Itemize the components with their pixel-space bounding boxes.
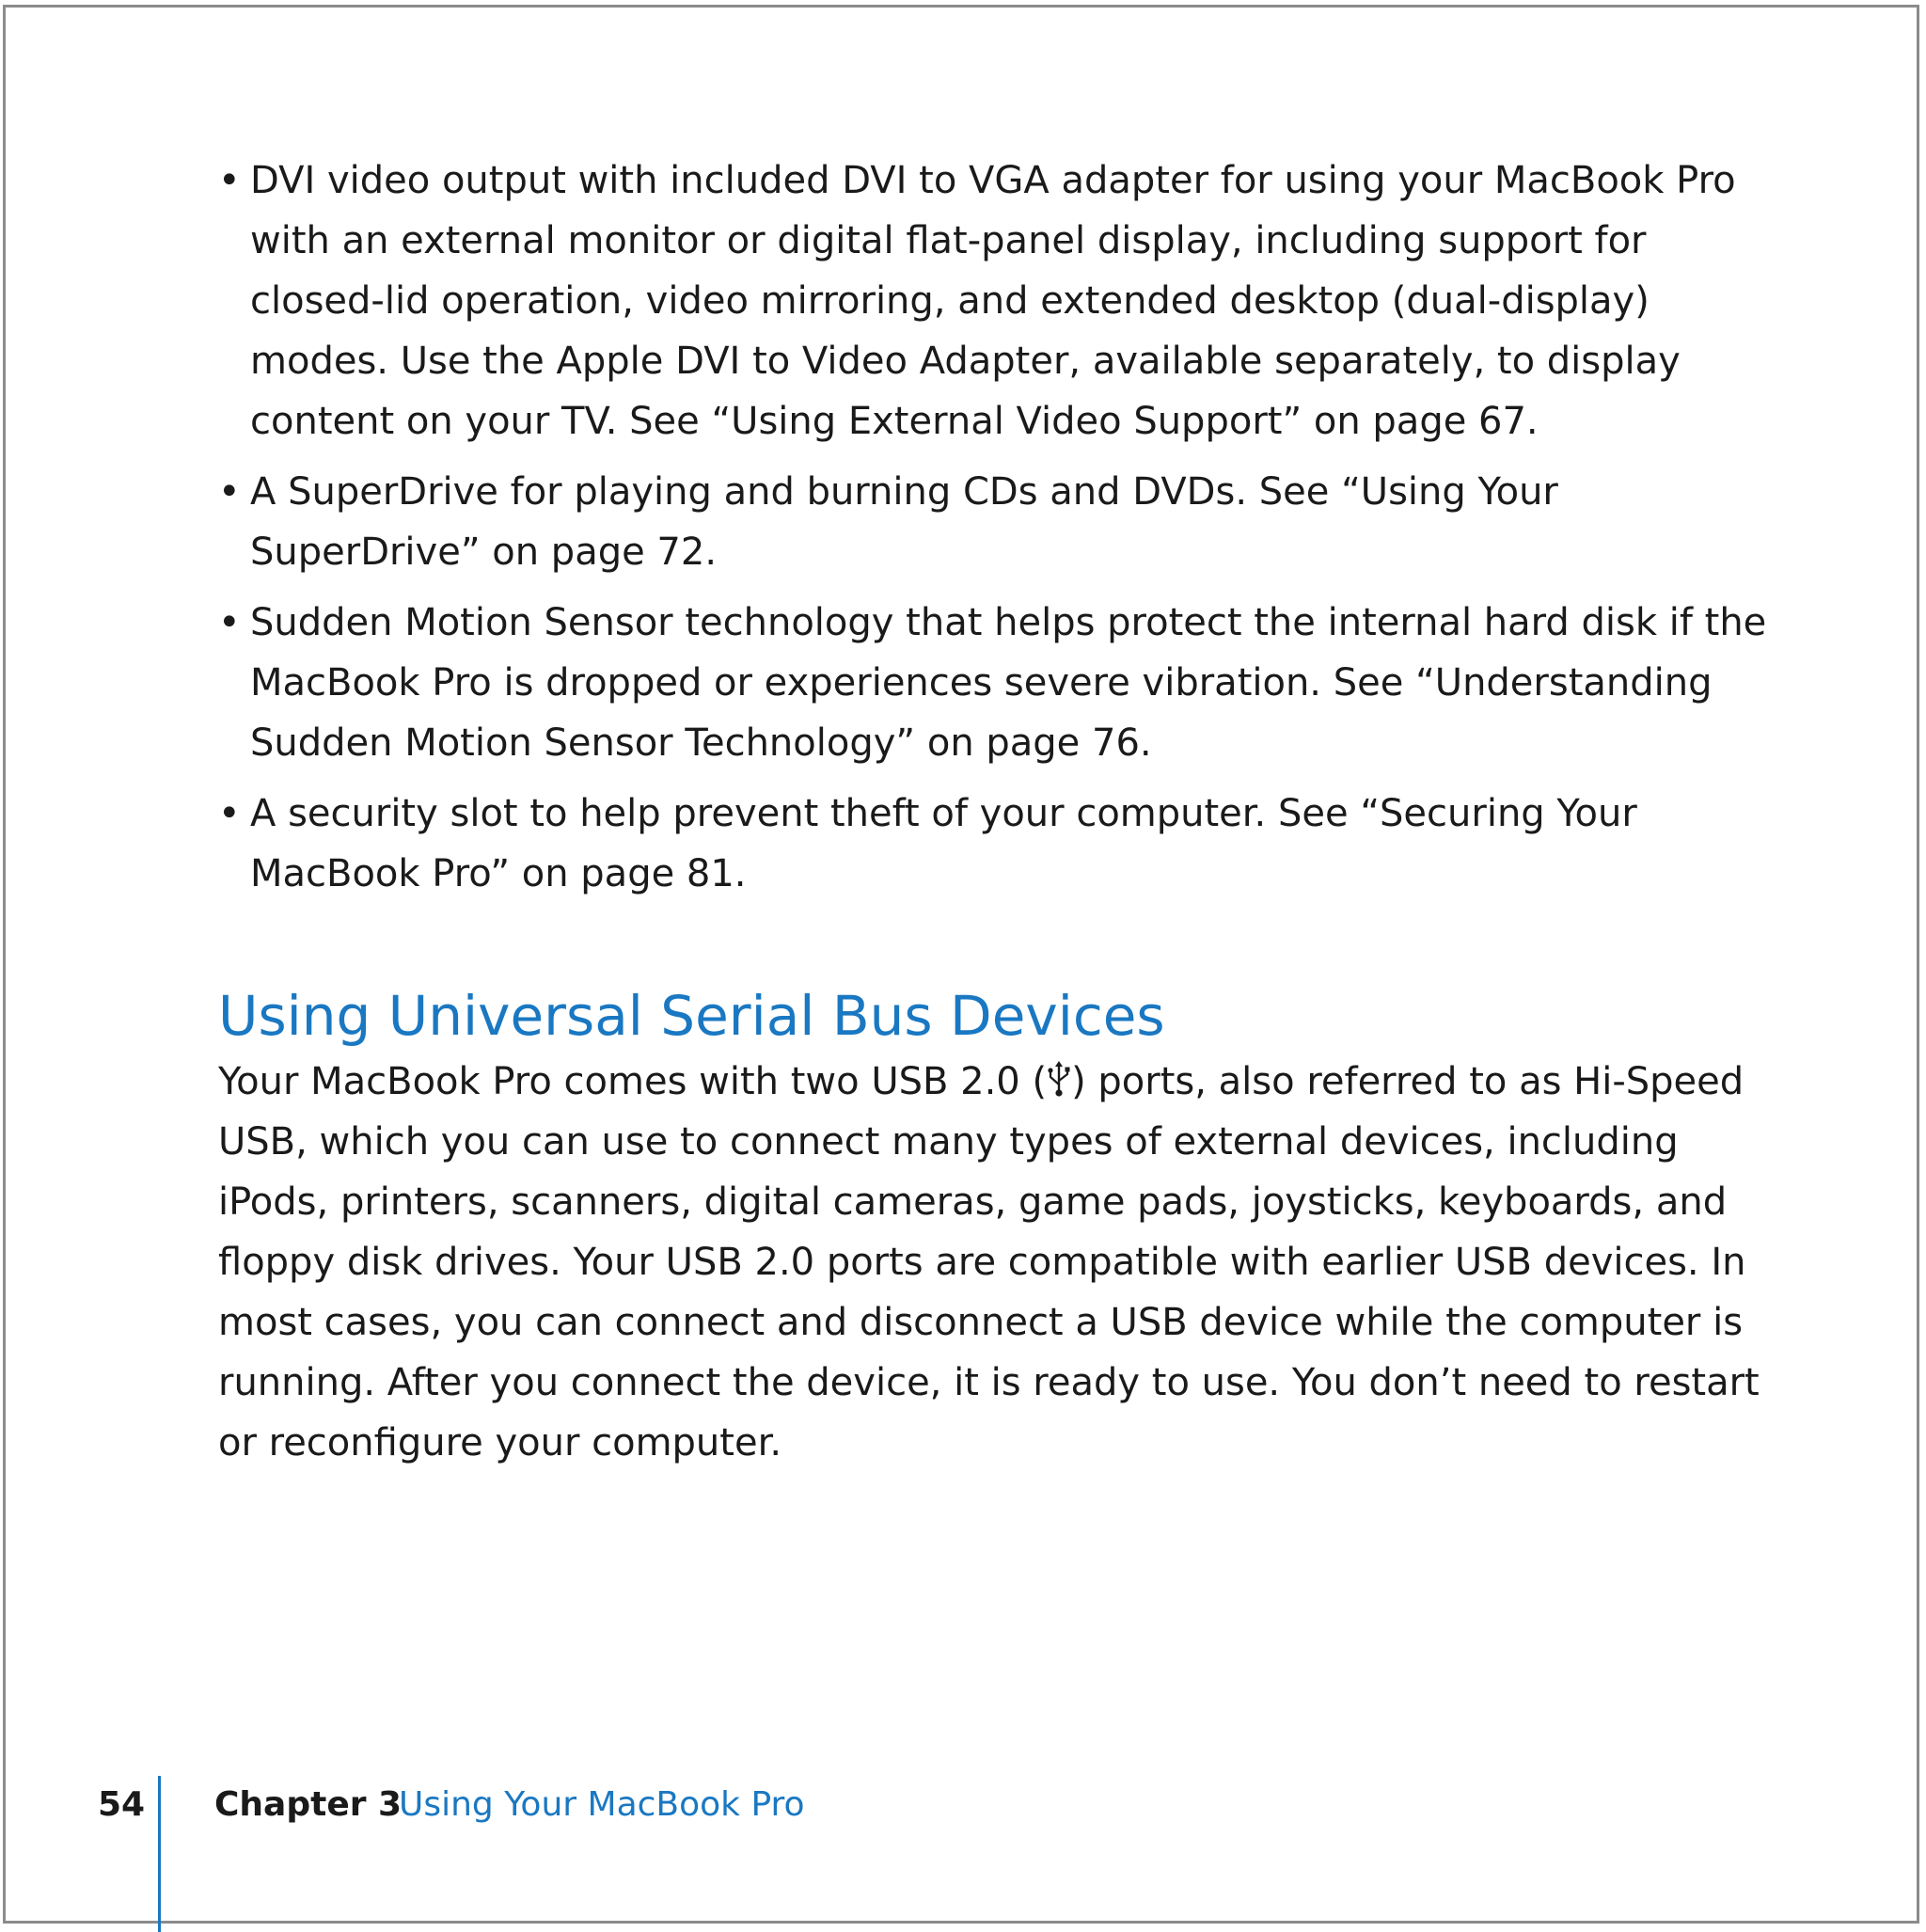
bullet-icon: •	[218, 159, 241, 202]
section-body-end: ) ports, also referred to as Hi-Speed USB, which you can use to connect many types of external devices, including iPods, printers, scanners, digital cameras, game pads, joysticks, keyboards, and floppy disk drives. Your USB 2.0 ports are compatible with earlier USB devices. In most cases, you can connect and disconnect a USB device while the computer is running. After you connect the device, it is ready to use. You don’t need to restart or reconfigure your computer.	[218, 1060, 1760, 1465]
bullet-item-security-slot	[218, 784, 1779, 904]
bullet-icon: •	[218, 470, 241, 514]
feature-bullet-list	[218, 150, 1779, 914]
section-heading: Using Universal Serial Bus Devices	[218, 984, 1165, 1048]
section-body	[218, 1052, 1798, 1473]
bullet-text: A security slot to help prevent theft of your computer. See “Securing Your MacBook Pro” on page 81.	[250, 792, 1637, 895]
bullet-icon: •	[218, 601, 241, 644]
bullet-text: Sudden Motion Sensor technology that helps protect the internal hard disk if the MacBook Pro is dropped or experiences severe vibration. See “Understanding Sudden Motion Sensor Technology” on page 76.	[250, 601, 1767, 765]
footer-divider	[158, 1776, 161, 1932]
usb-icon	[1047, 1055, 1071, 1093]
bullet-text: A SuperDrive for playing and burning CDs and DVDs. See “Using Your SuperDrive” on page 72.	[250, 470, 1558, 574]
chapter-title: Using Your MacBook Pro	[399, 1785, 805, 1824]
bullet-item-motion-sensor	[218, 593, 1779, 773]
page-number: 54	[98, 1785, 146, 1824]
chapter-label: Chapter 3	[214, 1785, 403, 1824]
bullet-item-superdrive	[218, 462, 1779, 582]
section-body-start: Your MacBook Pro comes with two USB 2.0 (	[218, 1060, 1048, 1103]
bullet-text: DVI video output with included DVI to VGA adapter for using your MacBook Pro with an external monitor or digital flat-panel display, including support for closed-lid operation, video mirroring, and extended desktop (dual-display) modes. Use the Apple DVI to Video Adapter, available separately, to display content on your TV. See “Using External Video Support” on page 67.	[250, 159, 1736, 443]
bullet-item-dvi	[218, 150, 1779, 451]
bullet-icon: •	[218, 792, 241, 835]
